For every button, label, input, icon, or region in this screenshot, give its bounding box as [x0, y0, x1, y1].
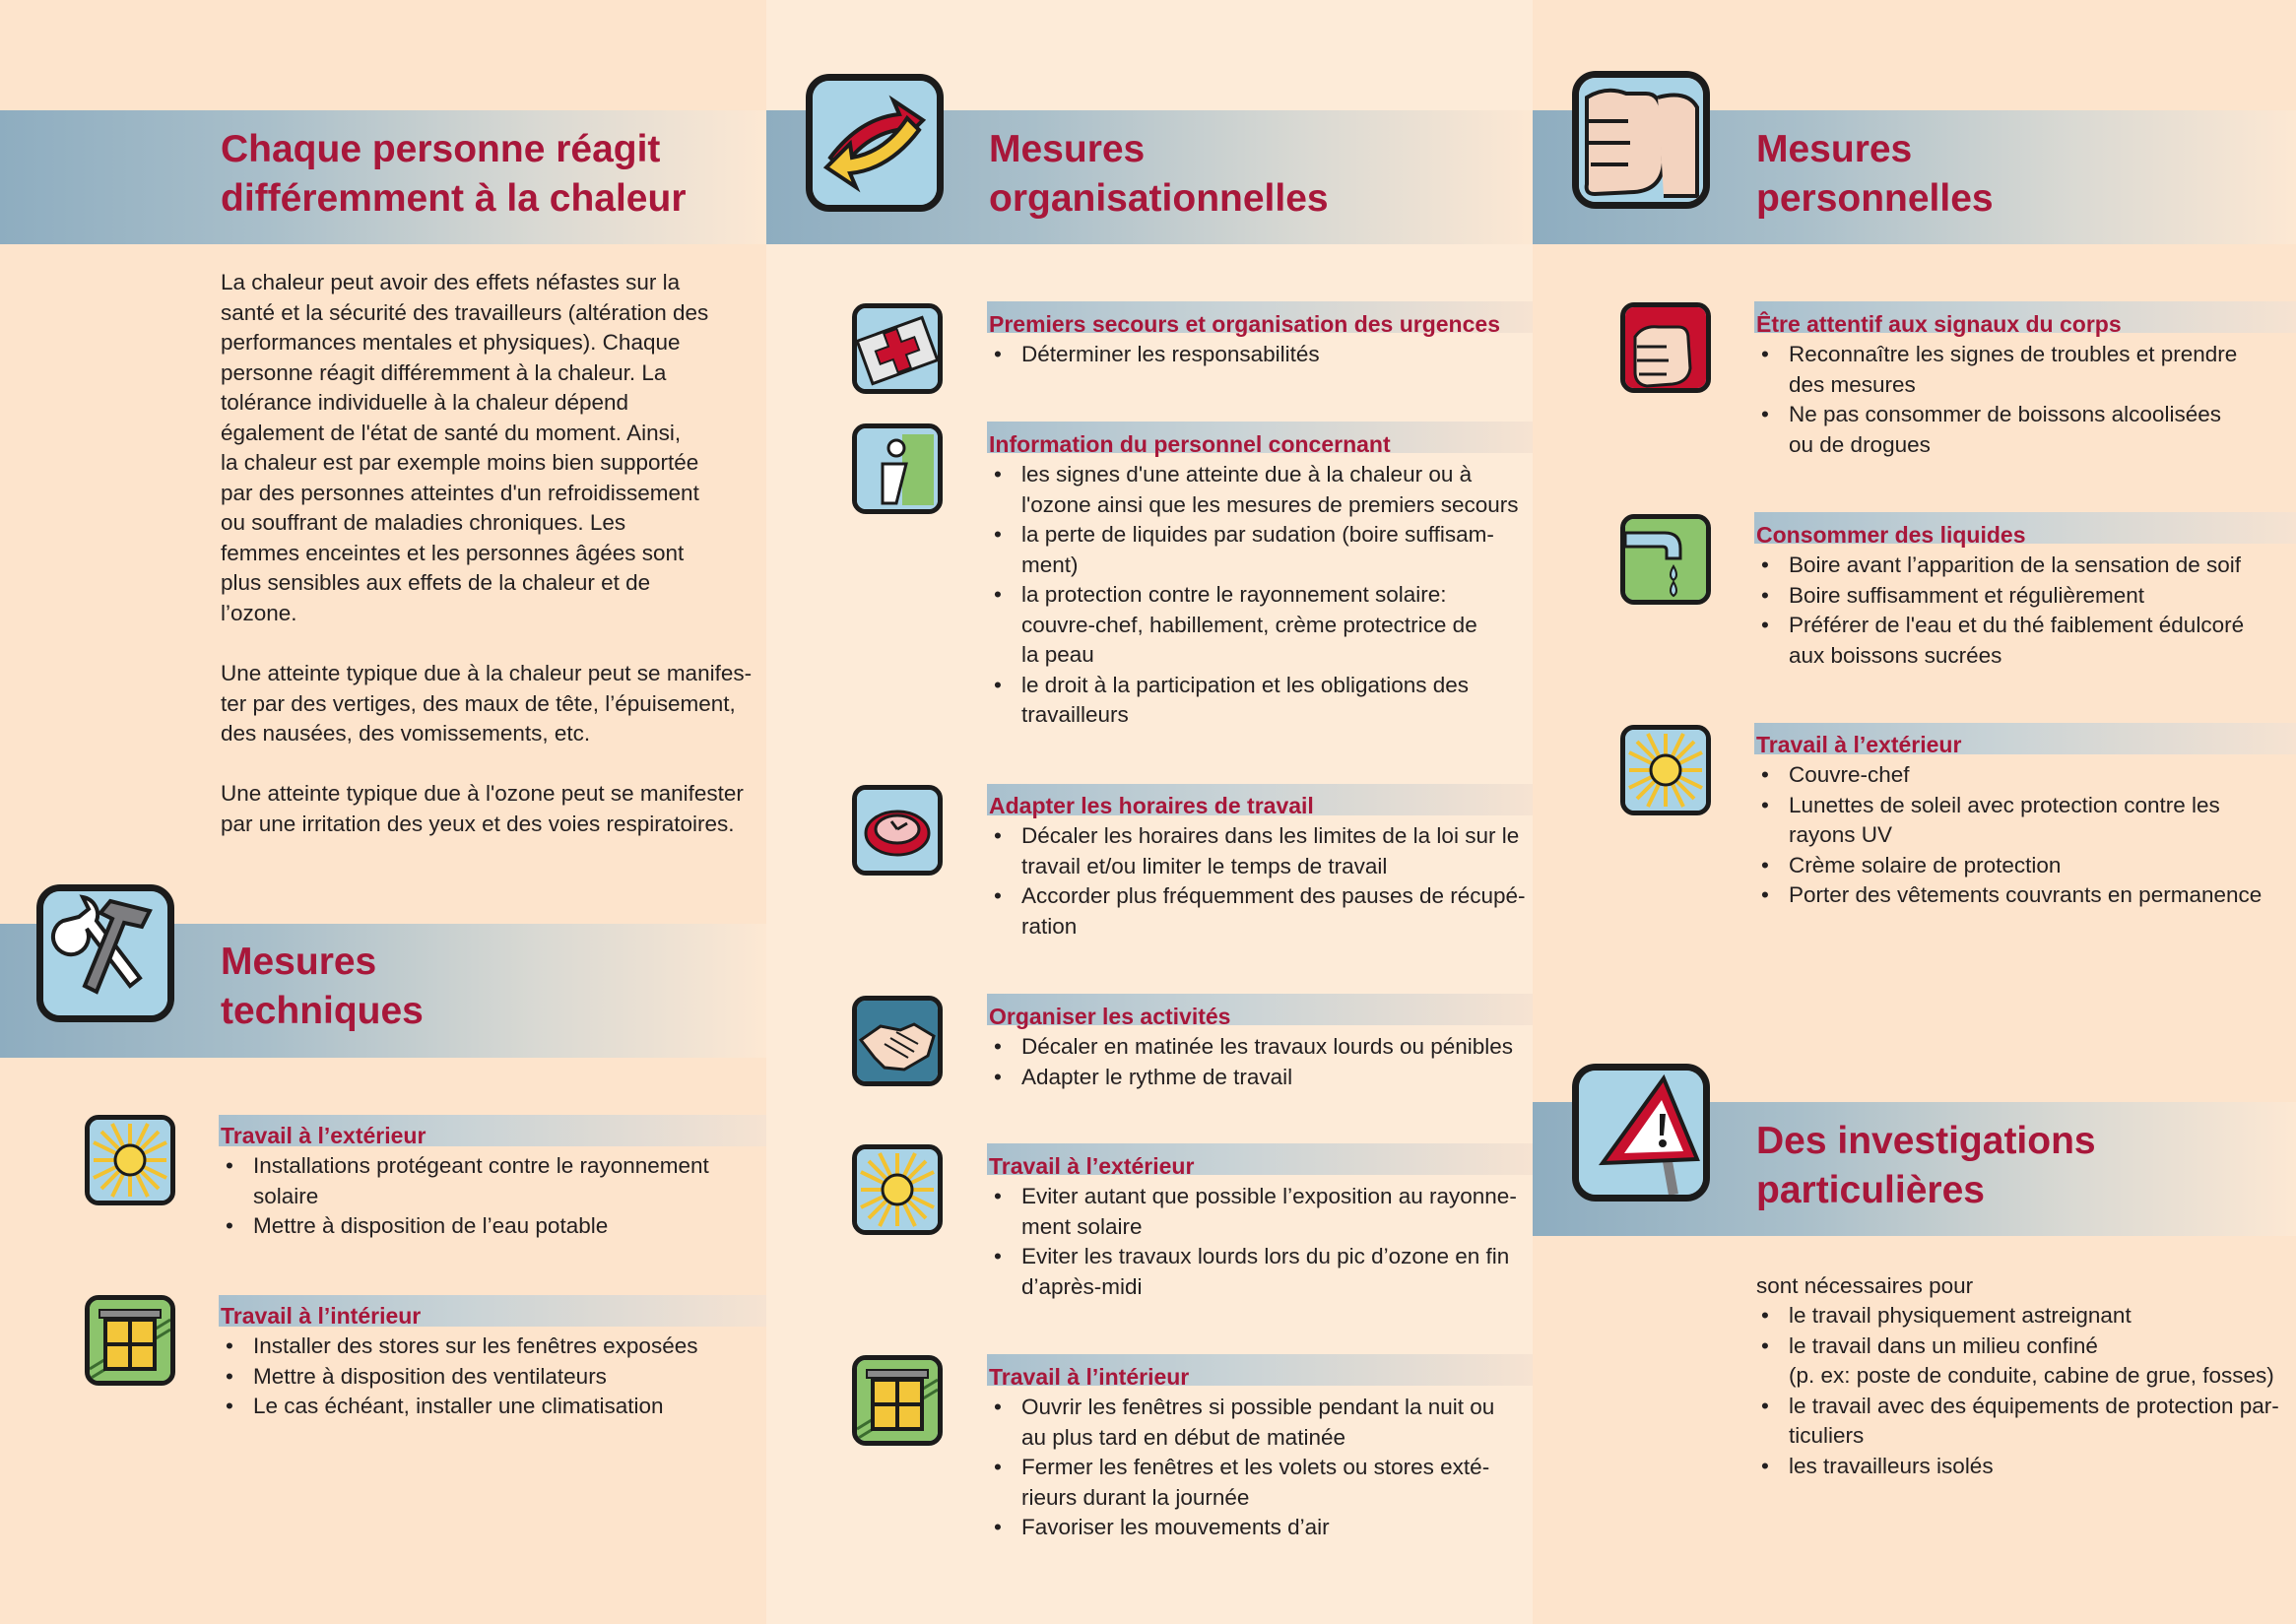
- list-item: • Préférer de l'eau et du thé faiblement édulcoré aux boissons sucrées: [1756, 611, 2244, 671]
- liquids-heading: Consommer des liquides: [1756, 522, 2026, 548]
- column-1: [0, 0, 766, 1624]
- body-signals-heading: Être attentif aux signaux du corps: [1756, 311, 2122, 337]
- technical-measures-title: Mesures techniques: [221, 941, 424, 1032]
- personal-outdoor-heading: Travail à l’extérieur: [1756, 732, 1962, 757]
- tech-indoor-heading: Travail à l’intérieur: [221, 1303, 422, 1329]
- list-item: • Adapter le rythme de travail: [989, 1063, 1513, 1093]
- list-item: • Décaler en matinée les travaux lourds ou pénibles: [989, 1032, 1513, 1063]
- sun-icon: [1620, 725, 1711, 815]
- organisational-measures-title: Mesures organisationnelles: [989, 128, 1329, 220]
- list-item: • Installer des stores sur les fenêtres exposées: [221, 1332, 697, 1362]
- info-icon: [852, 423, 943, 514]
- list-item: • Porter des vêtements couvrants en permanence: [1756, 880, 2262, 911]
- list-item: • les travailleurs isolés: [1756, 1452, 2279, 1482]
- window-icon: [85, 1295, 175, 1386]
- list-item: • Lunettes de soleil avec protection contre les rayons UV: [1756, 791, 2262, 851]
- information-heading: Information du personnel concernant: [989, 431, 1391, 457]
- list-item: • Couvre-chef: [1756, 760, 2262, 791]
- org-outdoor-heading: Travail à l’extérieur: [989, 1153, 1195, 1179]
- investigations-intro: sont nécessaires pour: [1756, 1273, 1974, 1298]
- list-item: • Décaler les horaires dans les limites de la loi sur le travail et/ou limiter le temps de travail: [989, 821, 1526, 881]
- list-item: • Ouvrir les fenêtres si possible pendant la nuit ou au plus tard en début de matinée: [989, 1393, 1494, 1453]
- sun-icon: [852, 1144, 943, 1235]
- first-aid-heading: Premiers secours et organisation des urgences: [989, 311, 1500, 337]
- thumbs-up-icon: [1572, 71, 1710, 209]
- list-item: • Favoriser les mouvements d’air: [989, 1513, 1494, 1543]
- list-item: • Installations protégeant contre le rayonnement solaire: [221, 1151, 709, 1211]
- list-item: • Boire avant l’apparition de la sensation de soif: [1756, 551, 2244, 581]
- intro-paragraph-3: Une atteinte typique due à l'ozone peut se manifester par une irritation des yeux et des voies respiratoires.: [221, 781, 744, 836]
- org-indoor-list: [989, 1393, 1494, 1543]
- activities-list: [989, 1032, 1513, 1092]
- water-tap-icon: [1620, 514, 1711, 605]
- list-item: • Mettre à disposition des ventilateurs: [221, 1362, 697, 1393]
- intro-paragraph-1: La chaleur peut avoir des effets néfastes sur la santé et la sécurité des travailleurs (altération des performances mentales et physiques). Chaque personne réagit différemment à la chaleur. La tolérance individuelle à la chaleur dépend également de l'état de santé du moment. Ainsi, la chaleur est par exemple moins bien supportée par des personnes atteintes d'un refroidissement ou souffrant de maladies chroniques. Les femmes enceintes et les personnes âgées sont plus sensibles aux effets de la chaleur et de l’ozone.: [221, 270, 709, 625]
- arrows-icon: [806, 74, 944, 212]
- list-item: • Mettre à disposition de l’eau potable: [221, 1211, 709, 1242]
- list-item: • Fermer les fenêtres et les volets ou stores exté- rieurs durant la journée: [989, 1453, 1494, 1513]
- list-item: • Crème solaire de protection: [1756, 851, 2262, 881]
- investigations-list: [1756, 1301, 2279, 1481]
- list-item: • Eviter les travaux lourds lors du pic d’ozone en fin d’après-midi: [989, 1242, 1517, 1302]
- handshake-icon: [852, 996, 943, 1086]
- activities-heading: Organiser les activités: [989, 1004, 1231, 1029]
- first-aid-icon: [852, 303, 943, 394]
- org-outdoor-list: [989, 1182, 1517, 1302]
- personal-outdoor-list: [1756, 760, 2262, 911]
- list-item: • le travail physiquement astreignant: [1756, 1301, 2279, 1332]
- list-item: • la perte de liquides par sudation (boire suffisam- ment): [989, 520, 1519, 580]
- list-item: • le droit à la participation et les obligations des travailleurs: [989, 671, 1519, 731]
- org-indoor-heading: Travail à l’intérieur: [989, 1364, 1190, 1390]
- fist-icon: [1620, 302, 1711, 393]
- list-item: • Déterminer les responsabilités: [989, 340, 1320, 370]
- work-hours-list: [989, 821, 1526, 942]
- investigations-title: Des investigations particulières: [1756, 1120, 2096, 1211]
- column-2: [766, 0, 1533, 1624]
- work-hours-heading: Adapter les horaires de travail: [989, 793, 1314, 818]
- information-list: [989, 460, 1519, 731]
- window-icon: [852, 1355, 943, 1446]
- tech-outdoor-list: [221, 1151, 709, 1242]
- list-item: • les signes d'une atteinte due à la chaleur ou à l'ozone ainsi que les mesures de premiers secours: [989, 460, 1519, 520]
- wrench-hammer-icon: [36, 884, 174, 1022]
- intro-paragraph-2: Une atteinte typique due à la chaleur peut se manifes- ter par des vertiges, des maux de tête, l’épuisement, des nausées, des vomissements, etc.: [221, 661, 753, 746]
- tech-outdoor-heading: Travail à l’extérieur: [221, 1123, 426, 1148]
- list-item: • Accorder plus fréquemment des pauses de récupé- ration: [989, 881, 1526, 942]
- list-item: • Le cas échéant, installer une climatisation: [221, 1392, 697, 1422]
- list-item: • Eviter autant que possible l’exposition au rayonne- ment solaire: [989, 1182, 1517, 1242]
- column-3: [1533, 0, 2296, 1624]
- list-item: • Ne pas consommer de boissons alcoolisées ou de drogues: [1756, 400, 2237, 460]
- list-item: • Reconnaître les signes de troubles et prendre des mesures: [1756, 340, 2237, 400]
- list-item: • le travail dans un milieu confiné (p. ex: poste de conduite, cabine de grue, fosses): [1756, 1332, 2279, 1392]
- warning-icon: [1572, 1064, 1710, 1202]
- list-item: • le travail avec des équipements de protection par- ticuliers: [1756, 1392, 2279, 1452]
- list-item: • la protection contre le rayonnement solaire: couvre-chef, habillement, crème protectrice de la peau: [989, 580, 1519, 671]
- personal-measures-title: Mesures personnelles: [1756, 128, 1994, 220]
- first-aid-list: [989, 340, 1320, 370]
- sun-icon: [85, 1115, 175, 1205]
- body-signals-list: [1756, 340, 2237, 460]
- liquids-list: [1756, 551, 2244, 671]
- tech-indoor-list: [221, 1332, 697, 1422]
- heat-reaction-title: Chaque personne réagit différemment à la chaleur: [221, 128, 687, 220]
- list-item: • Boire suffisamment et régulièrement: [1756, 581, 2244, 612]
- clock-icon: [852, 785, 943, 876]
